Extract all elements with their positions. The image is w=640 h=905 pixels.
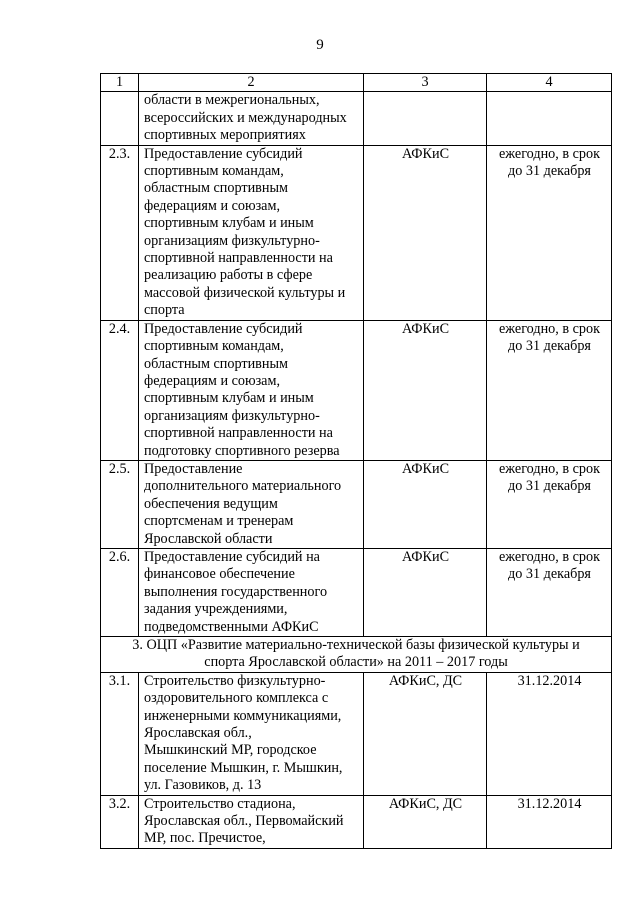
- item-deadline: [487, 460, 612, 548]
- text-line: реализацию работы в сфере: [144, 267, 313, 284]
- item-description: [139, 795, 364, 848]
- text-line: массовой физической культуры и: [144, 284, 346, 301]
- item-executor: [364, 92, 487, 145]
- text-line: спорта: [144, 302, 185, 319]
- item-description: [139, 145, 364, 320]
- item-deadline: [487, 92, 612, 145]
- text-line: Мышкинский МР, городское: [144, 742, 317, 759]
- text-line: Строительство физкультурно-: [144, 672, 326, 689]
- text-line: оздоровительного комплекса с: [144, 690, 329, 707]
- table-row: [101, 548, 612, 636]
- text-line: областным спортивным: [144, 355, 288, 372]
- text-line: 31.12.2014: [517, 795, 582, 812]
- table-row: [101, 320, 612, 460]
- item-executor: АФКиС: [364, 320, 487, 460]
- text-line: спортивной направленности на: [144, 425, 333, 442]
- text-line: дополнительного материального: [144, 478, 342, 495]
- text-line: обеспечения ведущим: [144, 495, 278, 512]
- column-number-1: 1: [101, 74, 139, 92]
- text-line: спортивным клубам и иным: [144, 390, 314, 407]
- text-line: поселение Мышкин, г. Мышкин,: [144, 759, 343, 776]
- item-executor: АФКиС: [364, 548, 487, 636]
- item-number: 3.2.: [101, 795, 139, 848]
- text-line: до 31 декабря: [508, 338, 591, 355]
- item-description: [139, 672, 364, 795]
- text-line: спортивным командам,: [144, 163, 284, 180]
- text-line: Ярославская обл.,: [144, 725, 252, 742]
- text-line: ежегодно, в срок: [499, 145, 600, 162]
- text-line: подготовку спортивного резерва: [144, 442, 340, 459]
- text-line: Ярославская обл., Первомайский: [144, 813, 344, 830]
- text-line: спортивным командам,: [144, 338, 284, 355]
- text-line: инженерными коммуникациями,: [144, 707, 342, 724]
- text-line: до 31 декабря: [508, 478, 591, 495]
- item-deadline: [487, 145, 612, 320]
- text-line: подведомственными АФКиС: [144, 618, 319, 635]
- text-line: спортивных мероприятиях: [144, 127, 306, 144]
- item-executor: АФКиС: [364, 460, 487, 548]
- item-number: 2.5.: [101, 460, 139, 548]
- item-executor: АФКиС, ДС: [364, 672, 487, 795]
- section-row: [101, 637, 612, 673]
- table-row: [101, 672, 612, 795]
- item-description: [139, 460, 364, 548]
- item-deadline: [487, 672, 612, 795]
- text-line: спортсменам и тренерам: [144, 513, 294, 530]
- item-executor: АФКиС, ДС: [364, 795, 487, 848]
- text-line: всероссийских и международных: [144, 109, 347, 126]
- text-line: спорта Ярославской области» на 2011 – 2017 годы: [204, 654, 508, 671]
- text-line: федерациям и союзам,: [144, 372, 281, 389]
- text-line: Строительство стадиона,: [144, 795, 296, 812]
- column-number-4: 4: [487, 74, 612, 92]
- item-description: [139, 92, 364, 145]
- table-row: [101, 145, 612, 320]
- text-line: федерациям и союзам,: [144, 197, 281, 214]
- text-line: ежегодно, в срок: [499, 320, 600, 337]
- item-number: 2.6.: [101, 548, 139, 636]
- text-line: до 31 декабря: [508, 566, 591, 583]
- text-line: Предоставление субсидий: [144, 320, 303, 337]
- text-line: организациям физкультурно-: [144, 407, 320, 424]
- item-number: 2.3.: [101, 145, 139, 320]
- item-description: [139, 548, 364, 636]
- text-line: ежегодно, в срок: [499, 460, 600, 477]
- column-number-2: 2: [139, 74, 364, 92]
- text-line: задания учреждениями,: [144, 601, 288, 618]
- text-line: Предоставление: [144, 460, 243, 477]
- text-line: спортивным клубам и иным: [144, 215, 314, 232]
- item-number: [101, 92, 139, 145]
- item-deadline: [487, 320, 612, 460]
- text-line: выполнения государственного: [144, 583, 328, 600]
- text-line: областным спортивным: [144, 180, 288, 197]
- text-line: Предоставление субсидий на: [144, 548, 320, 565]
- column-number-row: [101, 74, 612, 92]
- text-line: организациям физкультурно-: [144, 232, 320, 249]
- text-line: финансовое обеспечение: [144, 566, 295, 583]
- page-number: 9: [316, 37, 324, 53]
- section-title: [101, 637, 612, 673]
- text-line: спортивной направленности на: [144, 250, 333, 267]
- item-description: [139, 320, 364, 460]
- item-deadline: [487, 795, 612, 848]
- text-line: Предоставление субсидий: [144, 145, 303, 162]
- item-executor: АФКиС: [364, 145, 487, 320]
- table-row: [101, 92, 612, 145]
- plan-table: [100, 73, 612, 849]
- text-line: 31.12.2014: [517, 672, 582, 689]
- text-line: ежегодно, в срок: [499, 548, 600, 565]
- column-number-3: 3: [364, 74, 487, 92]
- text-line: Ярославской области: [144, 530, 273, 547]
- text-line: МР, пос. Пречистое,: [144, 830, 266, 847]
- item-number: 3.1.: [101, 672, 139, 795]
- table-row: [101, 795, 612, 848]
- text-line: 3. ОЦП «Развитие материально-технической базы физической культуры и: [132, 637, 580, 653]
- table-row: [101, 460, 612, 548]
- item-deadline: [487, 548, 612, 636]
- table-body: [101, 74, 612, 849]
- text-line: области в межрегиональных,: [144, 92, 320, 109]
- item-number: 2.4.: [101, 320, 139, 460]
- text-line: до 31 декабря: [508, 163, 591, 180]
- text-line: ул. Газовиков, д. 13: [144, 777, 262, 794]
